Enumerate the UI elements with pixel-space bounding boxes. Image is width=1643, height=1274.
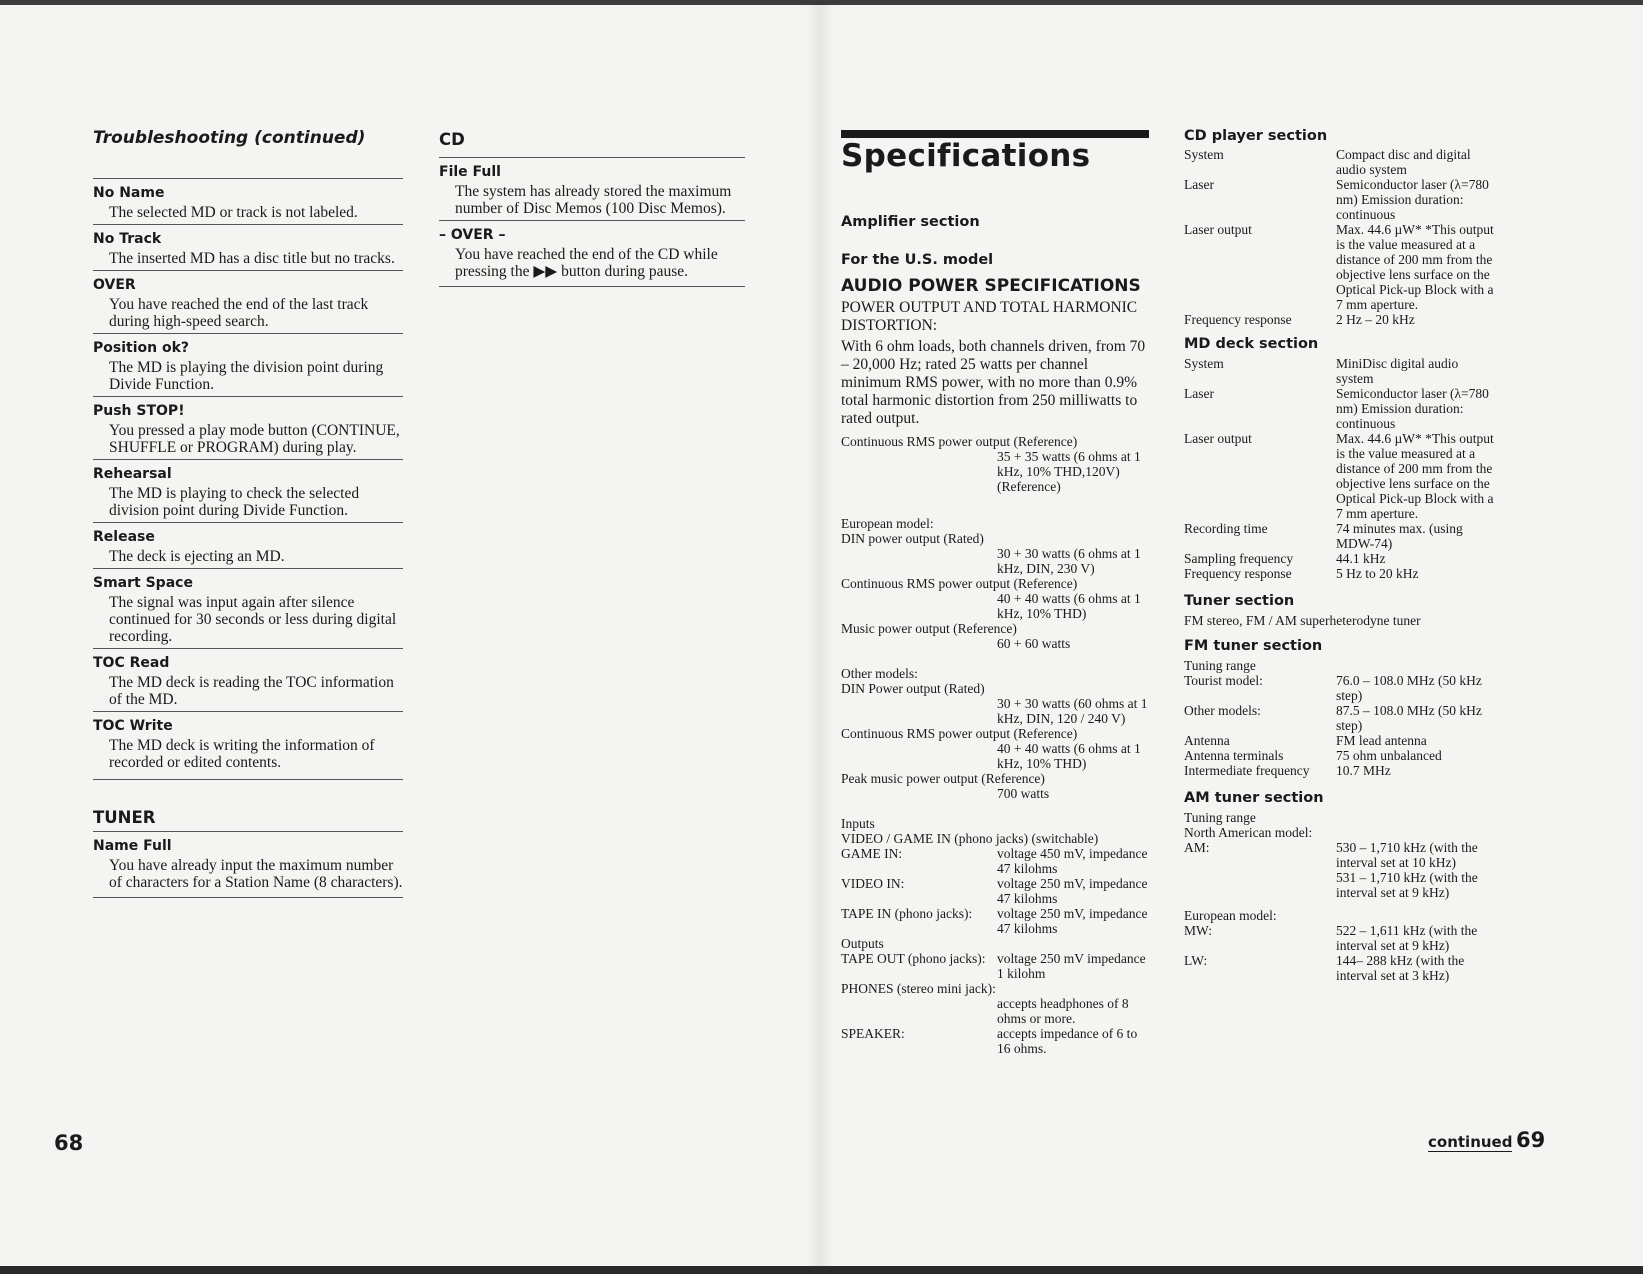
ts-entry-desc: You have reached the end of the last track during high-speed search. <box>109 296 369 330</box>
ts-entry <box>439 157 745 220</box>
ts-entry-title: No Track <box>93 231 162 247</box>
ts-entry <box>93 178 403 224</box>
ts-entry <box>93 711 403 780</box>
spec-value: Max. 44.6 µW* *This output is the value measured at a distance of 200 mm from the objective lens surface on the Optical Pick-up Block with a 7 mm aperture. <box>1336 431 1494 521</box>
spec-label: Continuous RMS power output (Reference) <box>841 576 1078 591</box>
spec-label: SPEAKER: <box>841 1026 905 1041</box>
spec-row <box>1184 521 1496 551</box>
ts-entry <box>93 522 403 568</box>
ts-entry-desc: The signal was input again after silence continued for 30 seconds or less during digital recording. <box>109 594 397 645</box>
spec-row <box>1184 177 1496 222</box>
spec-row <box>1184 147 1496 177</box>
spec-row <box>841 876 1151 906</box>
spec-label: System <box>1184 147 1224 162</box>
ts-entry-title: TOC Read <box>93 655 170 671</box>
european-model-label: European model: <box>1184 908 1277 923</box>
spec-row <box>841 1026 1151 1056</box>
ts-entry-title: No Name <box>93 185 165 201</box>
spec-value: voltage 450 mV, impedance 47 kilohms <box>997 846 1148 876</box>
page-number-right: 69 <box>1516 1128 1546 1152</box>
ts-entry-title: – OVER – <box>439 227 506 243</box>
ts-entry <box>93 224 403 270</box>
spec-value: 40 + 40 watts (6 ohms at 1 kHz, 10% THD) <box>997 591 1141 621</box>
tuner-group-heading: TUNER <box>93 808 156 827</box>
european-model-label: European model: <box>841 516 934 531</box>
spec-label: Laser output <box>1184 431 1252 446</box>
spec-value: Semiconductor laser (λ=780 nm) Emission duration: continuous <box>1336 386 1489 431</box>
spec-row <box>1184 733 1496 748</box>
spec-value: 2 Hz – 20 kHz <box>1336 312 1415 327</box>
spec-label: Other models: <box>1184 703 1261 718</box>
spec-row <box>1184 551 1496 566</box>
spec-label: TAPE OUT (phono jacks): <box>841 951 986 966</box>
fm-tuner-heading: FM tuner section <box>1184 638 1323 654</box>
spec-label: Sampling frequency <box>1184 551 1294 566</box>
power-paragraph: With 6 ohm loads, both channels driven, from 70 – 20,000 Hz; rated 25 watts per channel minimum RMS power, with no more than 0.9% total harmonic distortion from 250 milliwatts to rated output. <box>841 338 1146 427</box>
spec-label: DIN power output (Rated) <box>841 531 984 546</box>
spec-label: PHONES (stereo mini jack): <box>841 981 996 996</box>
spec-row <box>1184 923 1496 953</box>
ts-entry-desc: The deck is ejecting an MD. <box>109 548 285 565</box>
spec-row <box>1184 703 1496 733</box>
spec-value: 522 – 1,611 kHz (with the interval set at 9 kHz) <box>1336 923 1478 953</box>
ts-entry-title: File Full <box>439 164 501 180</box>
spec-value: 531 – 1,710 kHz (with the interval set at 9 kHz) <box>1336 870 1478 900</box>
ts-entry-desc: The system has already stored the maximum number of Disc Memos (100 Disc Memos). <box>455 183 732 217</box>
inputs-sub: VIDEO / GAME IN (phono jacks) (switchable) <box>841 831 1099 846</box>
troubleshooting-heading: Troubleshooting (continued) <box>93 128 366 148</box>
spec-value: 35 + 35 watts (6 ohms at 1 kHz, 10% THD,120V) (Reference) <box>997 449 1141 494</box>
ts-entry <box>93 459 403 522</box>
spec-row <box>1184 312 1496 327</box>
spec-label: Continuous RMS power output (Reference) <box>841 726 1078 741</box>
spec-label: LW: <box>1184 953 1208 968</box>
spec-row <box>1184 673 1496 703</box>
cd-group-heading: CD <box>439 130 465 149</box>
power-heading: POWER OUTPUT AND TOTAL HARMONIC DISTORTION: <box>841 299 1138 334</box>
page-number-left: 68 <box>54 1131 84 1155</box>
spec-row <box>1184 566 1496 581</box>
outputs-label: Outputs <box>841 936 884 951</box>
ts-entry-desc: You pressed a play mode button (CONTINUE, SHUFFLE or PROGRAM) during play. <box>109 422 400 456</box>
md-deck-heading: MD deck section <box>1184 336 1319 352</box>
spec-row <box>1184 748 1496 763</box>
tuner-section-heading: Tuner section <box>1184 593 1295 609</box>
spec-label: Recording time <box>1184 521 1268 536</box>
spec-value: 30 + 30 watts (6 ohms at 1 kHz, DIN, 230 V) <box>997 546 1141 576</box>
cd-player-heading: CD player section <box>1184 128 1328 144</box>
ts-entry-desc: The inserted MD has a disc title but no tracks. <box>109 250 395 267</box>
spec-value: 40 + 40 watts (6 ohms at 1 kHz, 10% THD) <box>997 741 1141 771</box>
spec-value: Max. 44.6 µW* *This output is the value measured at a distance of 200 mm from the objective lens surface on the Optical Pick-up Block with a 7 mm aperture. <box>1336 222 1494 312</box>
spec-value: voltage 250 mV impedance 1 kilohm <box>997 951 1146 981</box>
spec-row <box>1184 953 1496 983</box>
ts-entry-title: OVER <box>93 277 136 293</box>
ts-entry-desc: The selected MD or track is not labeled. <box>109 204 358 221</box>
spec-value: 44.1 kHz <box>1336 551 1386 566</box>
ts-entry-title: Release <box>93 529 155 545</box>
spec-value: 30 + 30 watts (60 ohms at 1 kHz, DIN, 120 / 240 V) <box>997 696 1148 726</box>
ts-entry-desc: The MD is playing to check the selected division point during Divide Function. <box>109 485 360 519</box>
spec-label: System <box>1184 356 1224 371</box>
spec-label: Peak music power output (Reference) <box>841 771 1045 786</box>
am-tuner-heading: AM tuner section <box>1184 790 1324 806</box>
spec-value: 530 – 1,710 kHz (with the interval set at 10 kHz) <box>1336 840 1478 870</box>
spec-value: Semiconductor laser (λ=780 nm) Emission duration: continuous <box>1336 177 1489 222</box>
spec-label: Music power output (Reference) <box>841 621 1017 636</box>
spec-label: Laser output <box>1184 222 1252 237</box>
spec-value: 75 ohm unbalanced <box>1336 748 1442 763</box>
continued-label: continued <box>1428 1133 1513 1151</box>
spec-row <box>1184 386 1496 431</box>
ts-entry-title: TOC Write <box>93 718 173 734</box>
spec-label: DIN Power output (Rated) <box>841 681 985 696</box>
ts-entry-desc: The MD is playing the division point during Divide Function. <box>109 359 384 393</box>
spec-row <box>1184 763 1496 778</box>
spec-row <box>1184 840 1496 900</box>
spec-value: 144– 288 kHz (with the interval set at 3 kHz) <box>1336 953 1465 983</box>
spec-label: Frequency response <box>1184 566 1292 581</box>
ts-entry-title: Rehearsal <box>93 466 172 482</box>
tuner-description: FM stereo, FM / AM superheterodyne tuner <box>1184 613 1421 628</box>
spec-value: accepts impedance of 6 to 16 ohms. <box>997 1026 1138 1056</box>
spec-value: 87.5 – 108.0 MHz (50 kHz step) <box>1336 703 1482 733</box>
spec-value: Compact disc and digital audio system <box>1336 147 1471 177</box>
ts-entry-title: Name Full <box>93 838 172 854</box>
ts-entry-title: Push STOP! <box>93 403 185 419</box>
ts-entry-desc: The MD deck is writing the information of recorded or edited contents. <box>109 737 375 771</box>
spec-row <box>1184 356 1496 386</box>
aps-heading: AUDIO POWER SPECIFICATIONS <box>841 276 1141 296</box>
spec-value: MiniDisc digital audio system <box>1336 356 1459 386</box>
ts-entry-desc: You have reached the end of the CD while pressing the ▶▶ button during pause. <box>455 246 718 280</box>
scan-edge-bottom <box>0 1266 1643 1274</box>
spec-label: AM: <box>1184 840 1210 855</box>
spec-row <box>841 846 1151 876</box>
ts-entry-desc: The MD deck is reading the TOC information of the MD. <box>109 674 394 708</box>
spec-value: voltage 250 mV, impedance 47 kilohms <box>997 906 1148 936</box>
spec-row <box>1184 222 1496 312</box>
spec-label: Tourist model: <box>1184 673 1263 688</box>
spec-value: accepts headphones of 8 ohms or more. <box>997 996 1129 1026</box>
amplifier-heading: Amplifier section <box>841 214 980 230</box>
spec-row <box>841 906 1151 936</box>
spec-value: 74 minutes max. (using MDW-74) <box>1336 521 1463 551</box>
amplifier-column <box>841 214 1151 1056</box>
spec-value: 700 watts <box>997 786 1050 801</box>
ts-entry <box>93 648 403 711</box>
ts-entry <box>93 396 403 459</box>
spec-value: 5 Hz to 20 kHz <box>1336 566 1419 581</box>
spec-label: GAME IN: <box>841 846 903 861</box>
ts-entry-desc: You have already input the maximum number of characters for a Station Name (8 characters). <box>109 857 403 891</box>
ts-entry <box>93 568 403 648</box>
tuning-range-label: Tuning range <box>1184 658 1256 673</box>
spec-label: Antenna <box>1184 733 1230 748</box>
north-american-model-label: North American model: <box>1184 825 1313 840</box>
spec-row <box>1184 431 1496 521</box>
spec-value: 10.7 MHz <box>1336 763 1391 778</box>
ts-entry <box>439 220 745 287</box>
ts-entry <box>93 333 403 396</box>
ts-entry-title: Smart Space <box>93 575 193 591</box>
us-model-heading: For the U.S. model <box>841 252 994 268</box>
specs-column-2 <box>1184 128 1496 983</box>
spec-label: Antenna terminals <box>1184 748 1284 763</box>
troubleshooting-column <box>93 128 403 898</box>
title-rule <box>841 130 1149 138</box>
spec-label: Laser <box>1184 177 1214 192</box>
spec-label: Frequency response <box>1184 312 1292 327</box>
other-models-label: Other models: <box>841 666 918 681</box>
spec-value: 76.0 – 108.0 MHz (50 kHz step) <box>1336 673 1482 703</box>
tuning-range-label: Tuning range <box>1184 810 1256 825</box>
ts-entry-title: Position ok? <box>93 340 190 356</box>
spec-label: Laser <box>1184 386 1214 401</box>
spec-value: FM lead antenna <box>1336 733 1427 748</box>
spec-value: 60 + 60 watts <box>997 636 1071 651</box>
spec-value: voltage 250 mV, impedance 47 kilohms <box>997 876 1148 906</box>
page-gutter <box>805 0 835 1274</box>
spec-row <box>841 951 1151 981</box>
spec-label: Continuous RMS power output (Reference) <box>841 434 1078 449</box>
cd-messages-column <box>439 130 745 287</box>
spec-label: TAPE IN (phono jacks): <box>841 906 973 921</box>
ts-entry <box>93 270 403 333</box>
spec-label: MW: <box>1184 923 1212 938</box>
spec-label: Intermediate frequency <box>1184 763 1310 778</box>
ts-entry <box>93 831 403 898</box>
inputs-label: Inputs <box>841 816 875 831</box>
spec-label: VIDEO IN: <box>841 876 905 891</box>
page-title: Specifications <box>841 138 1091 174</box>
